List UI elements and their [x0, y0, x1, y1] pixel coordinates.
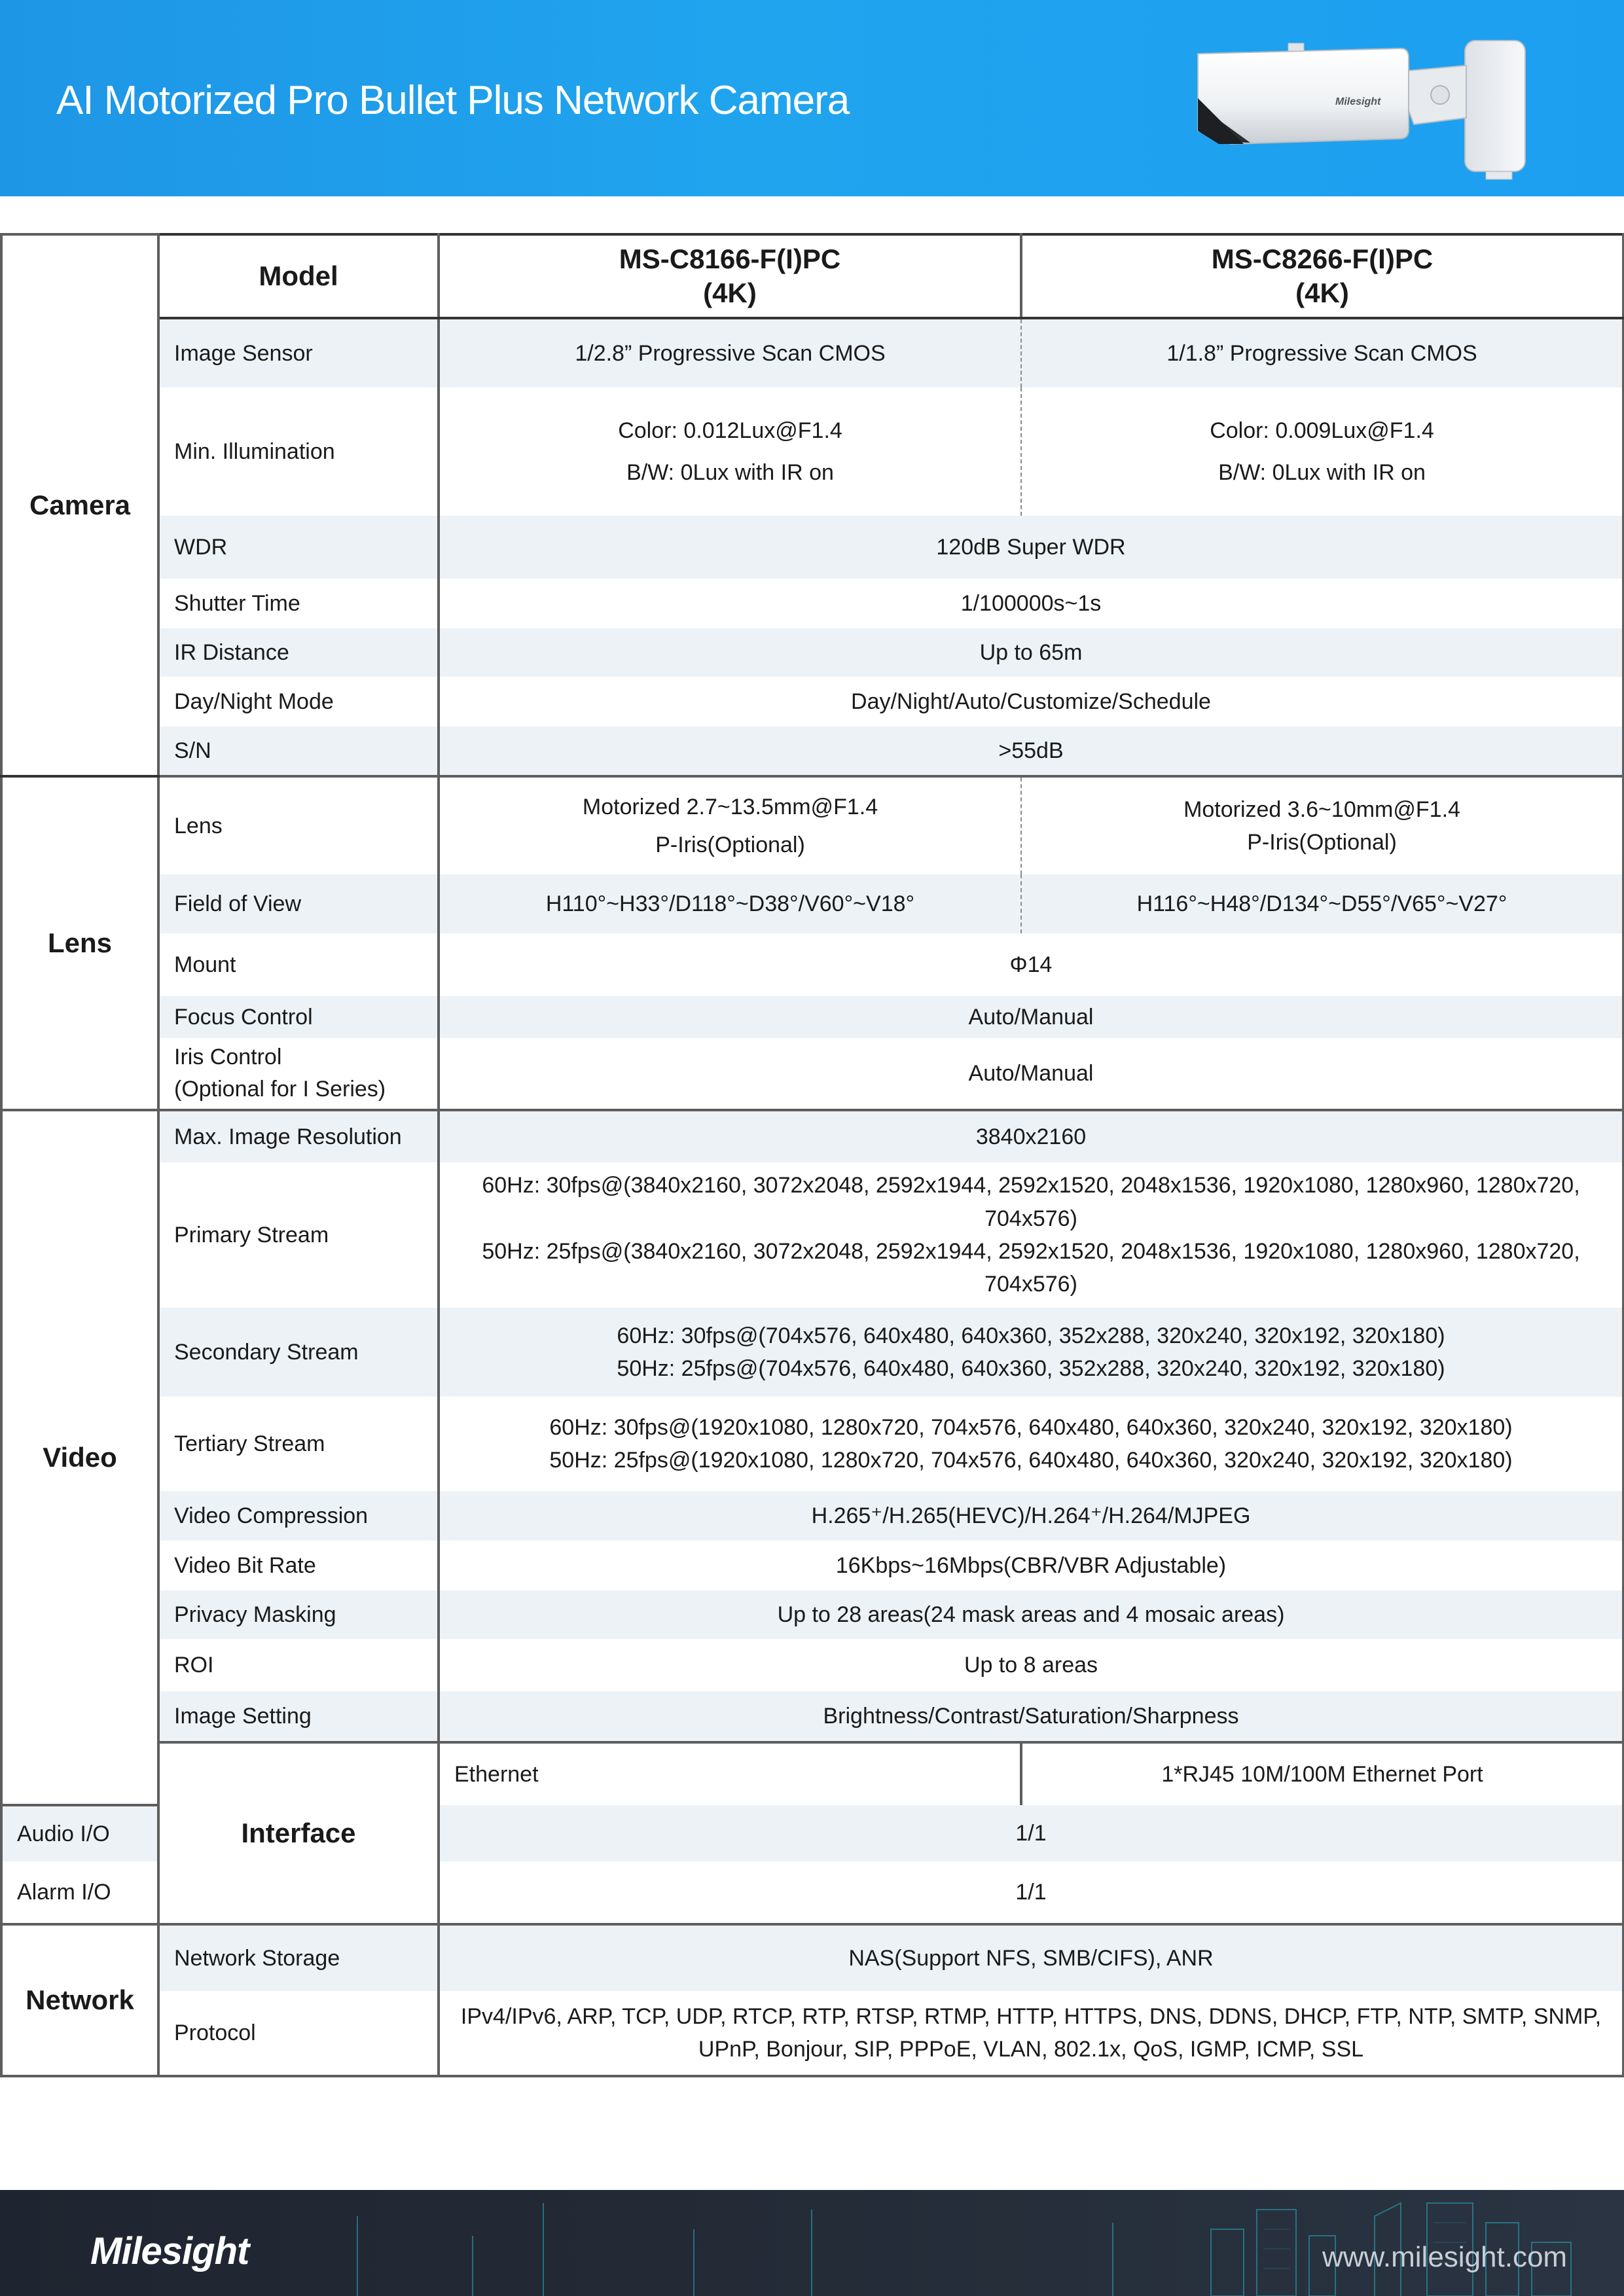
spec-value-line: 50Hz: 25fps@(1920x1080, 1280x720, 704x576, 640x480, 640x360, 320x240, 320x192, 320x180) — [549, 1448, 1513, 1473]
spec-value: 120dB Super WDR — [439, 516, 1623, 579]
spec-table — [0, 233, 1624, 2077]
spec-value-line: 60Hz: 30fps@(3840x2160, 3072x2048, 2592x1944, 2592x1520, 2048x1536, 1920x1080, 1280x960, 1280x720, — [482, 1173, 1580, 1198]
spec-value: Auto/Manual — [439, 996, 1623, 1038]
camera-product-image — [1178, 20, 1545, 183]
spec-value: Up to 28 areas(24 mask areas and 4 mosaic areas) — [439, 1590, 1623, 1639]
section-interface: Interface — [158, 1742, 439, 1924]
spec-value: Brightness/Contrast/Saturation/Sharpness — [439, 1691, 1623, 1742]
model1-header — [439, 234, 1021, 318]
spec-value-model1 — [439, 776, 1021, 874]
spec-value-line: 50Hz: 25fps@(3840x2160, 3072x2048, 2592x1944, 2592x1520, 2048x1536, 1920x1080, 1280x960, 1280x720, — [482, 1239, 1580, 1264]
spec-label: Image Sensor — [158, 318, 439, 387]
spec-label: Audio I/O — [1, 1805, 158, 1861]
spec-value-model2: H116°~H48°/D134°~D55°/V65°~V27° — [1021, 874, 1623, 933]
spec-value: 3840x2160 — [439, 1110, 1623, 1162]
table-row — [1, 1308, 1623, 1397]
table-row — [1, 1162, 1623, 1308]
spec-value-line: 704x576) — [984, 1206, 1077, 1231]
table-row — [1, 1991, 1623, 2076]
table-row — [1, 516, 1623, 579]
table-row — [1, 776, 1623, 874]
page-title: AI Motorized Pro Bullet Plus Network Camera — [56, 78, 850, 123]
table-row — [1, 387, 1623, 516]
spec-value — [439, 1397, 1623, 1491]
spec-value: 16Kbps~16Mbps(CBR/VBR Adjustable) — [439, 1541, 1623, 1590]
spec-label: Tertiary Stream — [158, 1397, 439, 1491]
spec-value: H.265⁺/H.265(HEVC)/H.264⁺/H.264/MJPEG — [439, 1491, 1623, 1541]
spec-value — [439, 1308, 1623, 1397]
spec-value-line: IPv4/IPv6, ARP, TCP, UDP, RTCP, RTP, RTSP, RTMP, HTTP, HTTPS, DNS, DDNS, DHCP, FTP, NTP, SMTP, SNMP, — [460, 2003, 1602, 2029]
spec-label: Day/Night Mode — [158, 677, 439, 726]
table-row — [1, 1038, 1623, 1110]
model-header-label: Model — [158, 234, 439, 318]
spec-label: Shutter Time — [158, 579, 439, 628]
table-row — [1, 1541, 1623, 1590]
table-row — [1, 933, 1623, 996]
spec-value: >55dB — [439, 726, 1623, 776]
footer-banner — [0, 2190, 1624, 2296]
spec-label: Max. Image Resolution — [158, 1110, 439, 1162]
model2-header — [1021, 234, 1623, 318]
spec-value: NAS(Support NFS, SMB/CIFS), ANR — [439, 1924, 1623, 1991]
spec-value-model1: H110°~H33°/D118°~D38°/V60°~V18° — [439, 874, 1021, 933]
table-row — [1, 1110, 1623, 1162]
spec-label: ROI — [158, 1639, 439, 1691]
table-row — [1, 874, 1623, 933]
section-camera: Camera — [1, 234, 158, 776]
spec-label: Alarm I/O — [1, 1861, 158, 1924]
spec-value-model1: 1/2.8” Progressive Scan CMOS — [439, 318, 1021, 387]
spec-value-line: Color: 0.009Lux@F1.4 — [1210, 418, 1434, 443]
spec-label: Video Compression — [158, 1491, 439, 1541]
spec-label: Protocol — [158, 1991, 439, 2076]
spec-label: Video Bit Rate — [158, 1541, 439, 1590]
spec-value-line: 50Hz: 25fps@(704x576, 640x480, 640x360, 352x288, 320x240, 320x192, 320x180) — [617, 1356, 1445, 1381]
spec-value: 1/1 — [439, 1861, 1623, 1924]
spec-label: Min. Illumination — [158, 387, 439, 516]
spec-label: Secondary Stream — [158, 1308, 439, 1397]
spec-value-model2: 1/1.8” Progressive Scan CMOS — [1021, 318, 1623, 387]
section-video: Video — [1, 1110, 158, 1805]
header-banner — [0, 0, 1624, 196]
spec-value: 1*RJ45 10M/100M Ethernet Port — [1021, 1742, 1623, 1805]
spec-value-line: Motorized 2.7~13.5mm@F1.4 — [582, 794, 878, 819]
spec-label-line: (Optional for I Series) — [174, 1077, 386, 1102]
spec-label: Network Storage — [158, 1924, 439, 1991]
table-row — [1, 1590, 1623, 1639]
table-header-row — [1, 234, 1623, 318]
spec-value — [439, 1162, 1623, 1308]
model2-name: MS-C8266-F(I)PC — [1211, 243, 1434, 274]
section-network: Network — [1, 1924, 158, 2076]
spec-label: Field of View — [158, 874, 439, 933]
table-row — [1, 726, 1623, 776]
spec-value-model1 — [439, 387, 1021, 516]
model1-resolution-tag: (4K) — [703, 278, 757, 308]
table-row — [1, 1924, 1623, 1991]
model2-resolution-tag: (4K) — [1295, 278, 1349, 308]
spec-label: Ethernet — [439, 1742, 1021, 1805]
spec-value-line: B/W: 0Lux with IR on — [626, 460, 834, 485]
spec-label: Lens — [158, 776, 439, 874]
spec-value-line: 60Hz: 30fps@(704x576, 640x480, 640x360, 352x288, 320x240, 320x192, 320x180) — [617, 1323, 1445, 1348]
spec-label-line: Iris Control — [174, 1044, 282, 1069]
section-lens: Lens — [1, 776, 158, 1110]
spec-value — [439, 1991, 1623, 2076]
table-row — [1, 628, 1623, 677]
spec-value-line: B/W: 0Lux with IR on — [1218, 460, 1426, 485]
table-row — [1, 1397, 1623, 1491]
table-row — [1, 1691, 1623, 1742]
spec-label: Privacy Masking — [158, 1590, 439, 1639]
spec-value: Φ14 — [439, 933, 1623, 996]
spec-value-line: P-Iris(Optional) — [655, 833, 805, 857]
spec-value: Day/Night/Auto/Customize/Schedule — [439, 677, 1623, 726]
spec-value-line: Color: 0.012Lux@F1.4 — [618, 418, 842, 443]
spec-value: 1/1 — [439, 1805, 1623, 1861]
spec-value-line: 60Hz: 30fps@(1920x1080, 1280x720, 704x576, 640x480, 640x360, 320x240, 320x192, 320x180) — [549, 1414, 1513, 1440]
table-row — [1, 1639, 1623, 1691]
table-row — [1, 996, 1623, 1038]
camera-brand-text: Milesight — [1335, 96, 1381, 107]
spec-label: Primary Stream — [158, 1162, 439, 1308]
spec-label: Focus Control — [158, 996, 439, 1038]
spec-label: Image Setting — [158, 1691, 439, 1742]
spec-label — [158, 1038, 439, 1110]
table-row — [1, 1742, 1623, 1805]
spec-label: S/N — [158, 726, 439, 776]
spec-value-model2 — [1021, 776, 1623, 874]
spec-value-model2 — [1021, 387, 1623, 516]
table-row — [1, 318, 1623, 387]
table-row — [1, 579, 1623, 628]
spec-label: IR Distance — [158, 628, 439, 677]
spec-value: 1/100000s~1s — [439, 579, 1623, 628]
table-row — [1, 677, 1623, 726]
table-row — [1, 1491, 1623, 1541]
spec-value: Auto/Manual — [439, 1038, 1623, 1110]
spec-label: WDR — [158, 516, 439, 579]
spec-value-line: UPnP, Bonjour, SIP, PPPoE, VLAN, 802.1x, QoS, IGMP, ICMP, SSL — [698, 2037, 1364, 2062]
website-url: www.milesight.com — [1322, 2241, 1568, 2273]
spec-value-line: 704x576) — [984, 1272, 1077, 1297]
spec-label: Mount — [158, 933, 439, 996]
spec-value: Up to 8 areas — [439, 1639, 1623, 1691]
spec-value-line: Motorized 3.6~10mm@F1.4 — [1183, 797, 1460, 822]
spec-value: Up to 65m — [439, 628, 1623, 677]
milesight-logo: Milesight — [90, 2230, 249, 2272]
model1-name: MS-C8166-F(I)PC — [619, 243, 841, 274]
spec-value-line: P-Iris(Optional) — [1247, 830, 1397, 855]
